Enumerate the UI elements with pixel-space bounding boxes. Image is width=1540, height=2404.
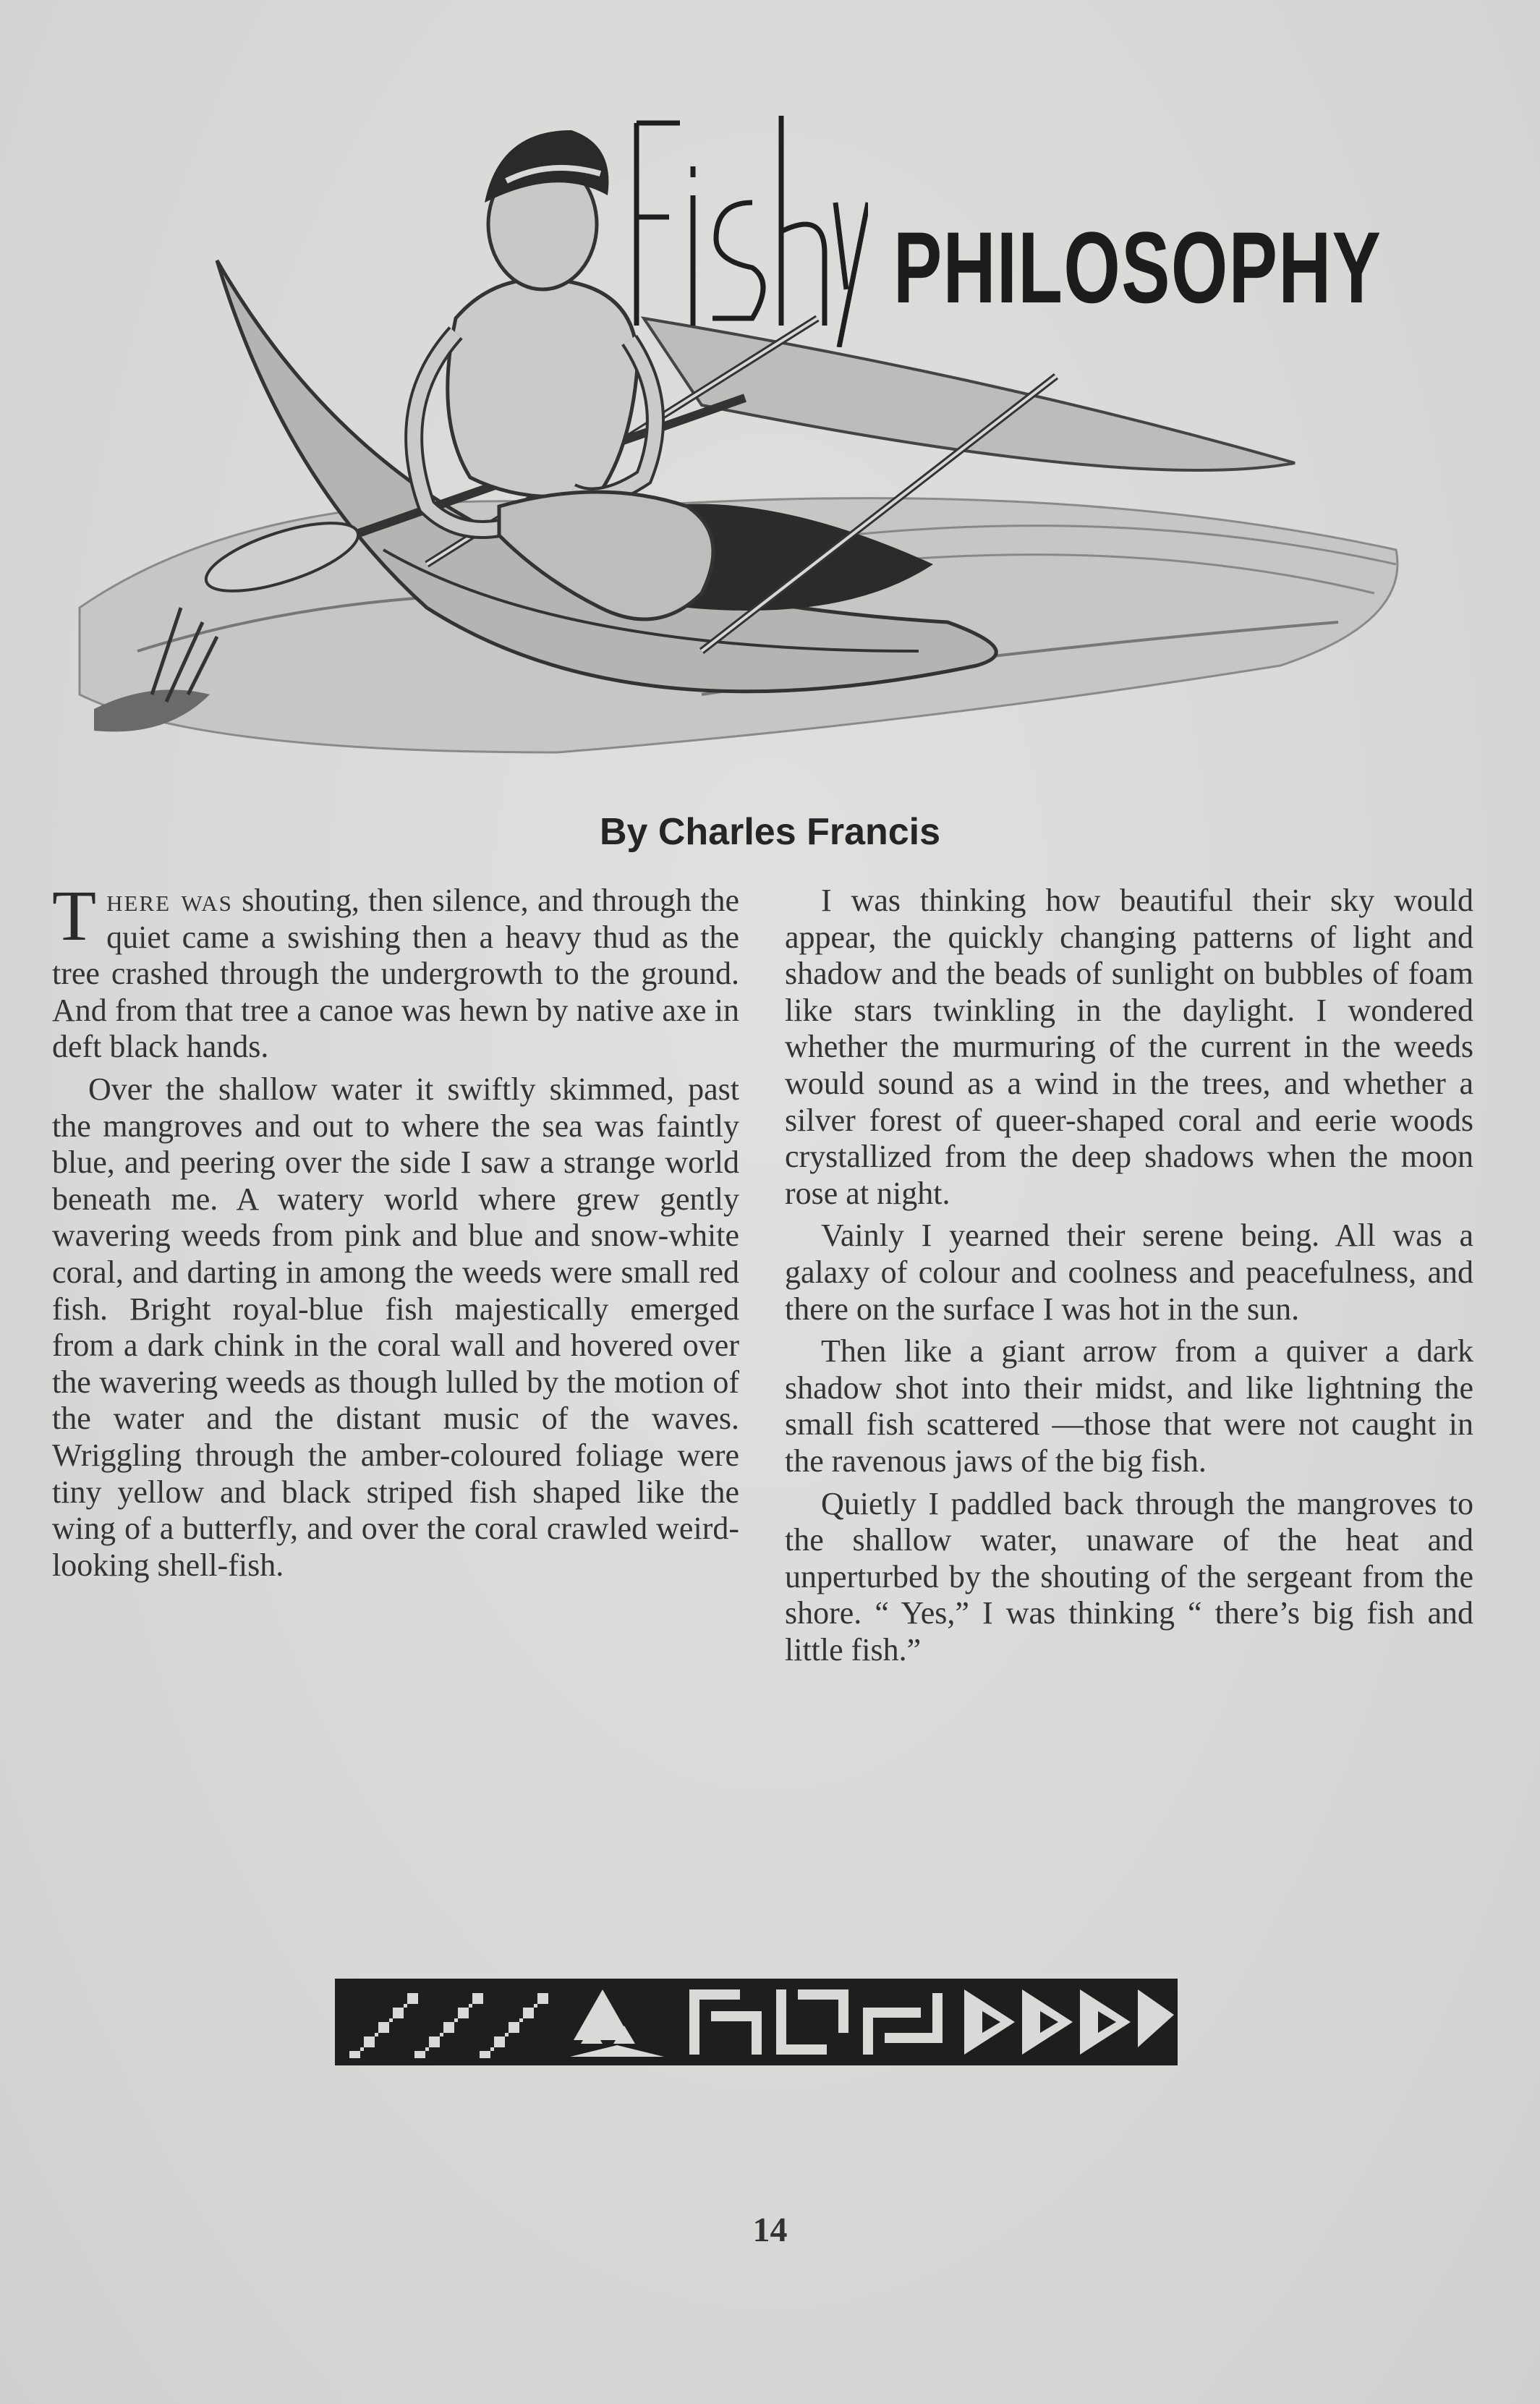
article-column-right: [785, 883, 1473, 1674]
decorative-border-ornament: [335, 1979, 1178, 2065]
title-philosophy: PHILOSOPHY: [893, 211, 1382, 324]
paragraph-1-smallcaps: here was: [106, 883, 233, 918]
paragraph-1: [52, 875, 739, 1066]
byline: By Charles Francis: [599, 811, 941, 853]
paragraph-6: Quietly I paddled back through the mangroves to the shallow water, unaware of the heat and unperturbed by the shouting of the sergeant from the shore. “ Yes,” I was thinking “ there’s big fish and little fish.”: [785, 1485, 1473, 1668]
paragraph-4: Vainly I yearned their serene being. All was a galaxy of colour and coolness and peacefulness, and there on the surface I was hot in the sun.: [785, 1218, 1473, 1327]
paragraph-2: Over the shallow water it swiftly skimmed, past the mangroves and out to where the sea was faintly blue, and peering over the side I saw a strange world beneath me. A watery world where grew gently wavering weeds from pink and blue and snow-white coral, and darting in among the weeds were small red fish. Bright royal-blue fish majestically emerged from a dark chink in the coral wall and hovered over the wavering weeds as though lulled by the motion of the water and the distant music of the waves. Wriggling through the amber-coloured foliage were tiny yellow and black striped fish shaped like the wing of a butterfly, and over the coral crawled weird-looking shell-fish.: [52, 1071, 739, 1583]
paragraph-3: I was thinking how beautiful their sky would appear, the quickly changing patterns of light and shadow and the beads of sunlight on bubbles of foam like stars twinkling in the daylight. I wondered whether the murmuring of the current in the weeds would sound as a wind in the trees, and whether a silver forest of queer-shaped coral and eerie woods crystallized from the deep shadows when the moon rose at night.: [785, 883, 1473, 1211]
title-fishy: [629, 109, 868, 347]
drop-cap: T: [52, 875, 97, 956]
paragraph-1-text: shouting, then silence, and through the quiet came a swishing then a heavy thud as the tree crashed through the undergrowth to the ground. And from that tree a canoe was hewn by native axe in deft black hands.: [52, 883, 739, 1065]
article-column-left: [52, 875, 739, 1589]
page-number: 14: [752, 2211, 788, 2249]
paragraph-5: Then like a giant arrow from a quiver a dark shadow shot into their midst, and like lightning the small fish scattered —those that were not caught in the ravenous jaws of the big fish.: [785, 1333, 1473, 1479]
